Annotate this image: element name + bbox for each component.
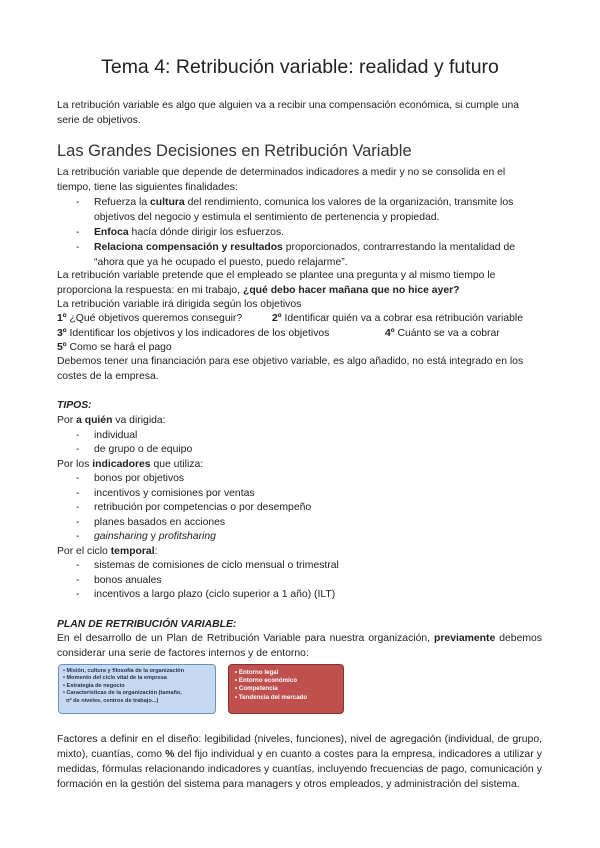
internal-factor: • Momento del ciclo vital de la empresa — [63, 675, 167, 682]
plan-paragraph-1: En el desarrollo de un Plan de Retribución Variable para nuestra organización, previamente debemos considerar una serie de factores internos y de entorno: — [57, 633, 542, 659]
section-paragraph-3: La retribución variable irá dirigida según los objetivos — [57, 299, 302, 310]
tipos-heading: TIPOS: — [57, 400, 92, 411]
bullet-dash: - — [76, 589, 80, 600]
list-item: incentivos y comisiones por ventas — [94, 488, 255, 499]
bullet-dash: - — [76, 517, 80, 528]
list-item: de grupo o de equipo — [94, 444, 193, 455]
internal-factor: nº de niveles, centros de trabajo...) — [63, 697, 159, 704]
external-factor: • Entorno legal — [235, 669, 279, 676]
bullet-dash: - — [76, 473, 80, 484]
tipos-group-2: Por los indicadores que utiliza: — [57, 459, 204, 470]
external-factor: • Competencia — [235, 685, 278, 693]
bullet-dash: - — [76, 560, 80, 571]
external-factors-box — [228, 664, 344, 714]
bullet-dash: - — [76, 488, 80, 499]
external-factor: • Tendencia del mercado — [235, 693, 308, 701]
bullet-dash: - — [76, 197, 80, 208]
internal-factor: • Características de la organización (tamaño, — [63, 690, 182, 697]
list-item: planes basados en acciones — [94, 517, 226, 528]
bullet-item: Refuerza la cultura del rendimiento, comunica los valores de la organización, transmite los objetivos del negocio y estimula el sentimiento de pertenencia y propiedad. — [94, 197, 514, 223]
list-item: sistemas de comisiones de ciclo mensual o trimestral — [94, 560, 339, 571]
section-heading: Las Grandes Decisiones en Retribución Variable — [57, 142, 412, 160]
list-item: bonos anuales — [94, 575, 162, 586]
step-4: 4º Cuánto se va a cobrar — [385, 328, 500, 339]
bullet-dash: - — [76, 242, 80, 253]
bullet-dash: - — [76, 227, 80, 238]
bullet-dash: - — [76, 531, 80, 542]
bullet-item: Relaciona compensación y resultados proporcionados, contrarrestando la mentalidad de “ahora que ya he ocupado el puesto, puedo relajarme”. — [94, 242, 516, 268]
bullet-dash: - — [76, 444, 80, 455]
step-1: 1º ¿Qué objetivos queremos conseguir? — [57, 313, 243, 324]
plan-paragraph-2: Factores a definir en el diseño: legibilidad (niveles, funciones), nivel de agregación (individual, de grupo, mixto), cuantías, como % del fijo individual y en cuanto a costes para la empresa, indicadores a utilizar y medidas, fórmulas relacionando indicadores y cuantías, incluyendo frecuencias de pago, comunicación y formación en la gestión del sistema para managers y otros empleados, y administración del sistema. — [57, 734, 542, 790]
tipos-group-1: Por a quién va dirigida: — [57, 415, 166, 426]
page-title: Tema 4: Retribución variable: realidad y futuro — [101, 56, 499, 78]
step-3: 3º Identificar los objetivos y los indicadores de los objetivos — [57, 328, 330, 339]
tipos-group-3: Por el ciclo temporal: — [57, 546, 158, 557]
list-item: retribución por competencias o por desempeño — [94, 502, 312, 513]
section-paragraph-4: Debemos tener una financiación para ese objetivo variable, es algo añadido, no está integrado en los costes de la empresa. — [57, 356, 524, 382]
bullet-item: Enfoca hacía dónde dirigir los esfuerzos. — [94, 227, 285, 238]
step-2: 2º Identificar quién va a cobrar esa retribución variable — [272, 313, 524, 324]
section-paragraph-1: La retribución variable que depende de determinados indicadores a medir y no se consolida en el tiempo, tiene las siguientes finalidades: — [57, 167, 506, 193]
list-item: gainsharing y profitsharing — [94, 531, 216, 542]
plan-heading: PLAN DE RETRIBUCIÓN VARIABLE: — [57, 619, 237, 630]
bullet-dash: - — [76, 430, 80, 441]
step-5: 5º Como se hará el pago — [57, 342, 172, 353]
intro-paragraph: La retribución variable es algo que alguien va a recibir una compensación económica, si cumple una serie de objetivos. — [57, 100, 520, 126]
external-factor: • Entorno económico — [235, 677, 297, 685]
list-item: incentivos a largo plazo (ciclo superior a 1 año) (ILT) — [94, 589, 336, 600]
internal-factor: • Estrategia de negocio — [63, 682, 125, 689]
list-item: individual — [94, 430, 138, 441]
bullet-dash: - — [76, 502, 80, 513]
section-paragraph-2: La retribución variable pretende que el empleado se plantee una pregunta y al mismo tiempo le proporciona la respuesta: en mi trabajo, ¿qué debo hacer mañana que no hice ayer? — [57, 270, 496, 296]
bullet-dash: - — [76, 575, 80, 586]
list-item: bonos por objetivos — [94, 473, 185, 484]
internal-factor: • Misión, cultura y filosofía de la organización — [63, 668, 185, 674]
internal-factors-box — [58, 664, 216, 714]
